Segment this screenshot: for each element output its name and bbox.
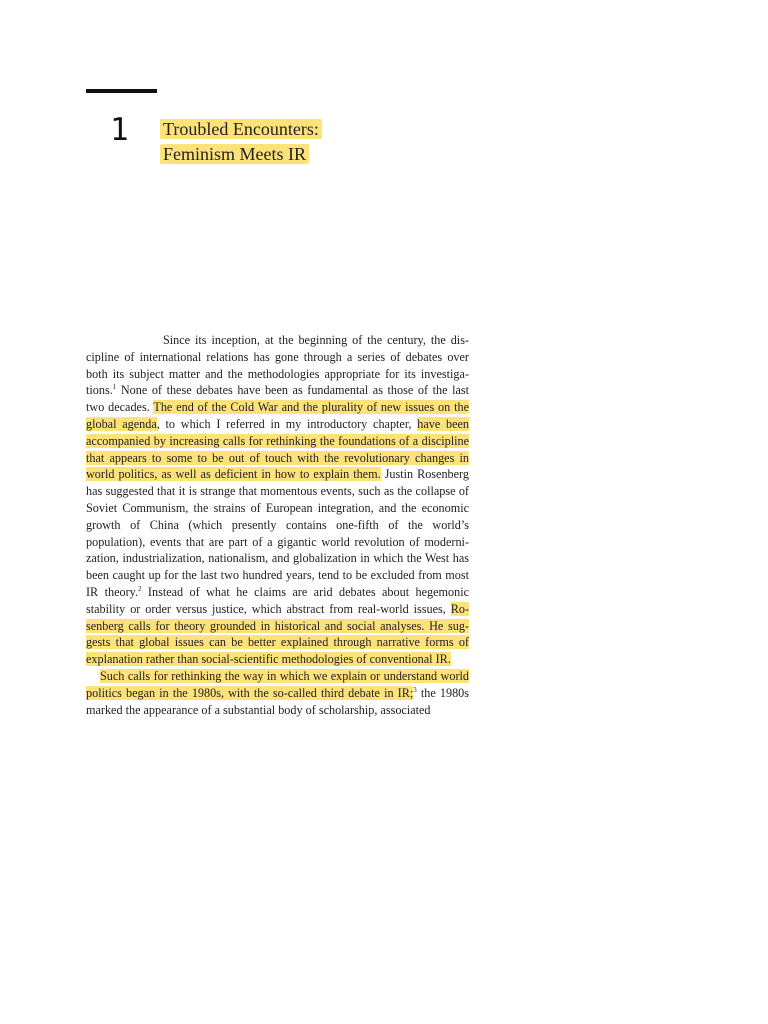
footnote-ref-3[interactable]: 3 [413,685,417,694]
p1-text-3: , to which I referred in my introductory chapter, [156,416,418,431]
p2-text-1: the 1980s marked the appearance of a substantial body of scholarship, associated [86,685,469,717]
chapter-title-line-2 [160,142,322,167]
footnote-ref-2[interactable]: 2 [138,584,142,593]
p1-highlight-1: The end of the Cold War and the plurality of new issues on the global agenda [86,400,469,431]
p1-text-2: None of these debates have been as fundamental as those of the last two decades. [86,383,469,415]
chapter-title-highlight-2: Feminism Meets IR [160,144,309,164]
footnote-ref-1[interactable]: 1 [112,383,117,392]
chapter-number: 1 [110,112,129,148]
p2-highlight-1: Such calls for rethinking the way in which we explain or understand world politics began in the 1980s, with the so-called third debate in IR; [86,668,469,700]
p1-highlight-3: Rosenberg calls for theory grounded in historical and social analyses. He suggests that global issues can be better explained through narrative forms of explanation rather than social-scientific methodologies of conventional IR. [86,601,469,667]
paragraph-2 [86,668,469,718]
body-text [86,332,469,718]
paragraph-1 [86,332,469,668]
p1-highlight-2: have been accompanied by increasing calls for rethinking the foundations of a discipline that appears to some to be out of touch with the revolutionary changes in world politics, as well as deficient in how to explain them. [86,416,469,482]
chapter-title-line-1 [160,117,322,142]
p1-text-1: Since its inception, at the beginning of the century, the discipline of international relations has gone through a series of debates over both its subject matter and the methodologies appropriate for its investigations. [86,333,469,398]
chapter-rule [86,89,157,93]
chapter-title [160,117,322,167]
p1-text-4: Justin Rosenberg has suggested that it is strange that momentous events, such as the collapse of Soviet Communism, the strains of European integration, and the economic growth of China (which presently contains one-fifth of the world’s population), events that are part of a gigantic world revolution of modernization, industrialization, nationalism, and globalization in which the West has been caught up for the last two hundred years, tend to be excluded from most IR theory. [86,467,469,599]
p1-text-5: Instead of what he claims are arid debates about hegemonic stability or order versus justice, which abstract from real-world issues, [86,584,469,616]
chapter-title-highlight-1: Troubled Encounters: [160,119,322,139]
